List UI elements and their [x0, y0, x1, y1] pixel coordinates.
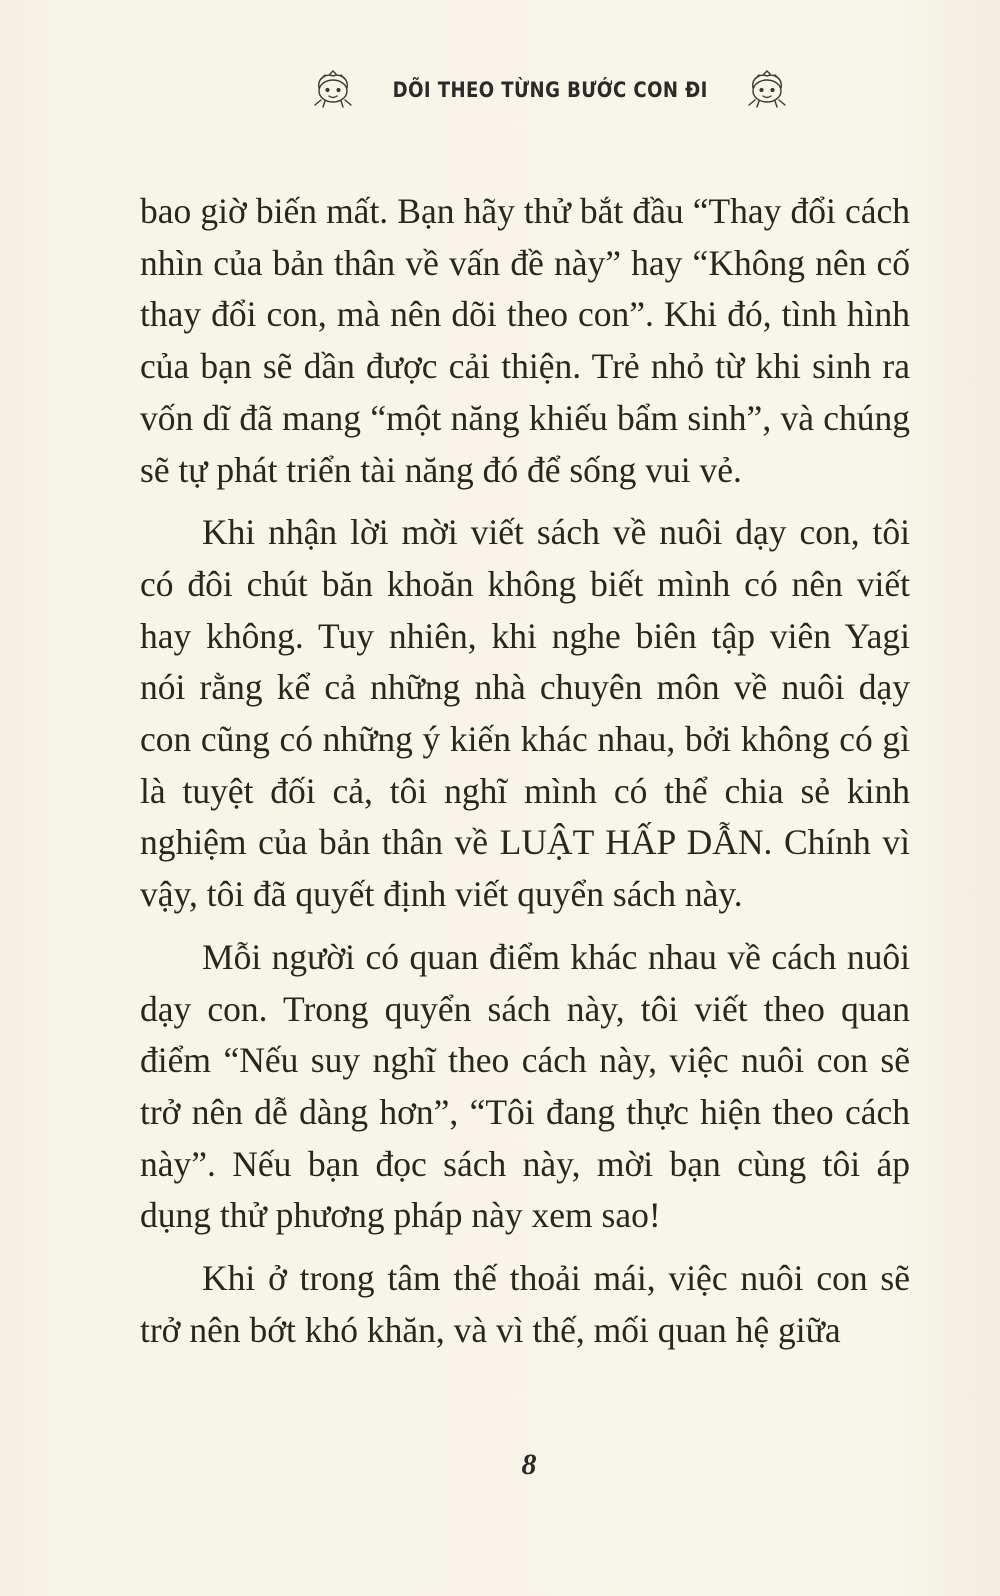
paragraph: Mỗi người có quan điểm khác nhau về cách nuôi dạy con. Trong quyển sách này, tôi viết theo quan điểm “Nếu suy nghĩ theo cách này, việc nuôi con sẽ trở nên dễ dàng hơn”, “Tôi đang thực hiện theo cách này”. Nếu bạn đọc sách này, mời bạn cùng tôi áp dụng thử phương pháp này xem sao! [140, 936, 910, 1236]
cartoon-child-face-icon [745, 70, 789, 110]
paragraph: bao giờ biến mất. Bạn hãy thử bắt đầu “Thay đổi cách nhìn của bản thân về vấn đề này” hay “Không nên cố thay đổi con, mà nên dõi theo con”. Khi đó, tình hình của bạn sẽ dần được cải thiện. Trẻ nhỏ từ khi sinh ra vốn dĩ đã mang “một năng khiếu bẩm sinh”, và chúng sẽ tự phát triển tài năng đó để sống vui vẻ. [140, 191, 910, 490]
body-text [140, 186, 910, 1367]
running-header-title: DÕI THEO TỪNG BƯỚC CON ĐI [392, 78, 708, 102]
cartoon-child-face-icon [311, 70, 355, 110]
running-header [0, 68, 1000, 112]
paragraph: Khi nhận lời mời viết sách về nuôi dạy con, tôi có đôi chút băn khoăn không biết mình có nên viết hay không. Tuy nhiên, khi nghe biên tập viên Yagi nói rằng kể cả những nhà chuyên môn về nuôi dạy con cũng có những ý kiến khác nhau, bởi không có gì là tuyệt đối cả, tôi nghĩ mình có thể chia sẻ kinh nghiệm của bản thân về LUẬT HẤP DẪN. Chính vì vậy, tôi đã quyết định viết quyển sách này. [140, 512, 910, 915]
paragraph: Khi ở trong tâm thế thoải mái, việc nuôi con sẽ trở nên bớt khó khăn, và vì thế, mối quan hệ giữa [140, 1258, 910, 1350]
page-number: 8 [521, 1448, 537, 1481]
